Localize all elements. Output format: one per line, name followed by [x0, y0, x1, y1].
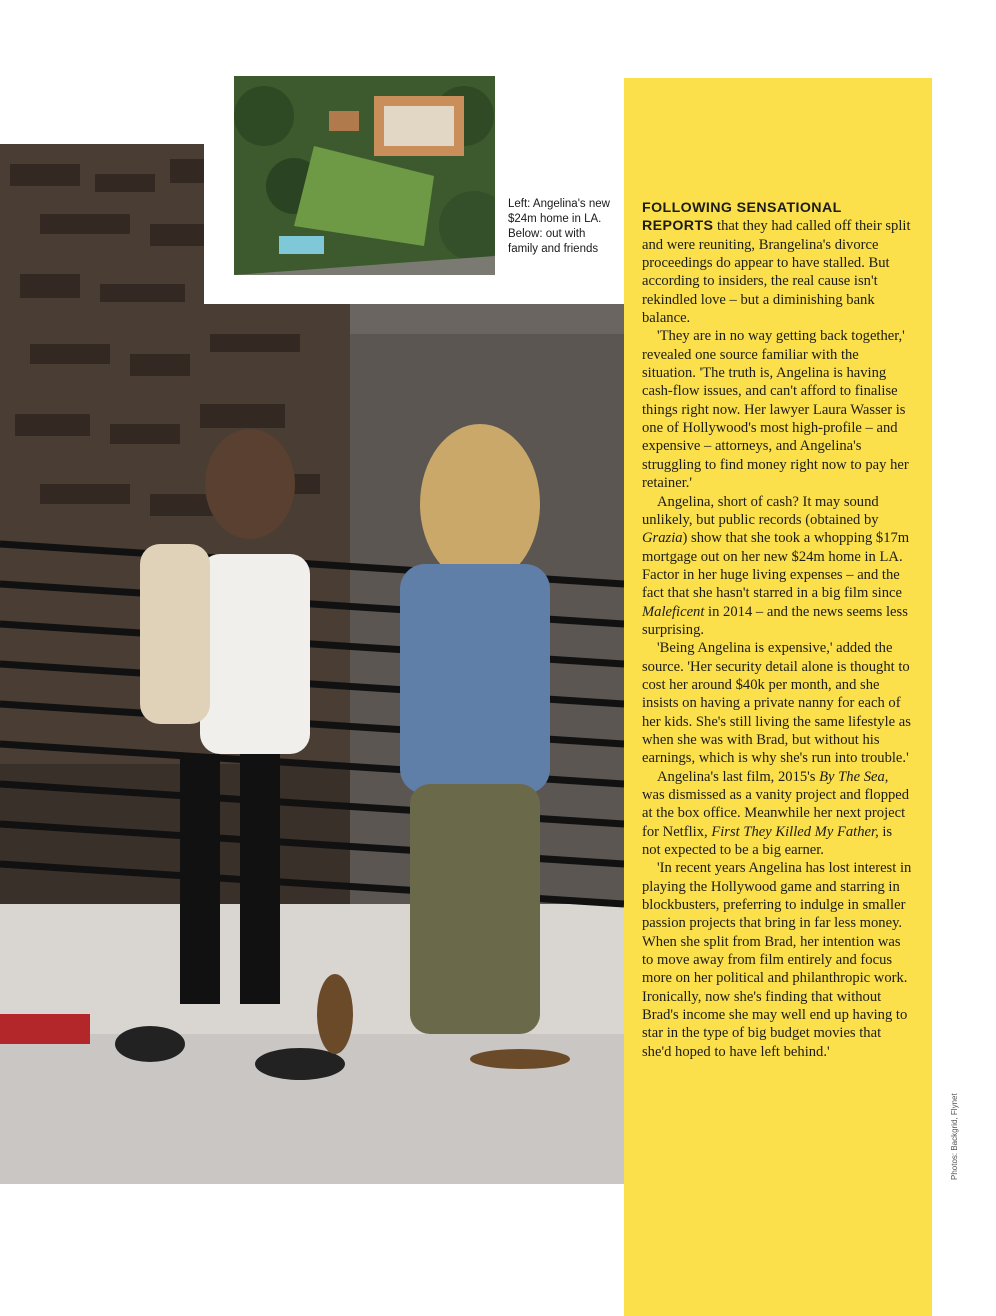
- paragraph-1-text: that they had called off their split and were reuniting, Brangelina's divorce proceedings do appear to have stalled. But according to insiders, the real cause isn't rekindled love – but a diminishing bank balance.: [642, 218, 911, 327]
- paragraph-3: [642, 493, 912, 640]
- p3-text-b: ) show that she took a whopping $17m mortgage out on her new $24m home in LA. Factor in her huge living expenses – and the fact that she hasn't starred in a big film since: [642, 530, 910, 602]
- aerial-home-photo: [234, 76, 495, 275]
- paragraph-6: 'In recent years Angelina has lost interest in playing the Hollywood game and starring in blockbusters, preferring to indulge in smaller passion projects that bring in far less money. When she split from Brad, her intention was to move away from film entirely and focus more on her political and philanthropic work. Ironically, now she's finding that without Brad's income she may well end up having to star in the type of big budget movies that she'd hoped to have left behind.': [642, 860, 912, 1060]
- p5-text-c: is not expected to be a big earner.: [642, 823, 893, 859]
- p3-text-a: Angelina, short of cash? It may sound unlikely, but public records (obtained by: [642, 493, 879, 528]
- p5-text-a: Angelina's last film, 2015's: [657, 768, 820, 785]
- paragraph-2: 'They are in no way getting back together,' revealed one source familiar with the situation. 'The truth is, Angelina is having cash-flow issues, and can't afford to finalise things right now. Her lawyer Laura Wasser is one of Hollywood's most high-profile – and expensive – attorneys, and Angelina's struggling to find money right now to pay her retainer.': [642, 328, 909, 492]
- p3-title-grazia: Grazia: [642, 530, 683, 547]
- kicker: FOLLOWING SENSATIONAL REPORTS: [642, 200, 842, 235]
- p3-text-c: in 2014 – and the news seems less surprising.: [642, 603, 908, 638]
- paragraph-1: [642, 199, 912, 327]
- p5-text-b: , was dismissed as a vanity project and flopped at the box office. Meanwhile her next project for Netflix,: [642, 768, 910, 840]
- p3-title-maleficent: Maleficent: [642, 603, 705, 620]
- photo-caption: Left: Angelina's new $24m home in LA. Below: out with family and friends: [508, 198, 610, 255]
- paragraph-4: 'Being Angelina is expensive,' added the source. 'Her security detail alone is thought to cost her around $40k per month, and she insists on having a private nanny for each of her kids. She's still living the same lifestyle as when she was with Brad, but without his earnings, which is why she's run into trouble.': [642, 640, 911, 767]
- paragraph-5: [642, 768, 912, 860]
- photo-credit: Photos: Backgrid, Flynet: [950, 1093, 959, 1180]
- p5-title-first-they-killed: First They Killed My Father,: [711, 823, 879, 840]
- article-body: [642, 199, 912, 1061]
- p5-title-by-the-sea: By The Sea: [819, 768, 885, 785]
